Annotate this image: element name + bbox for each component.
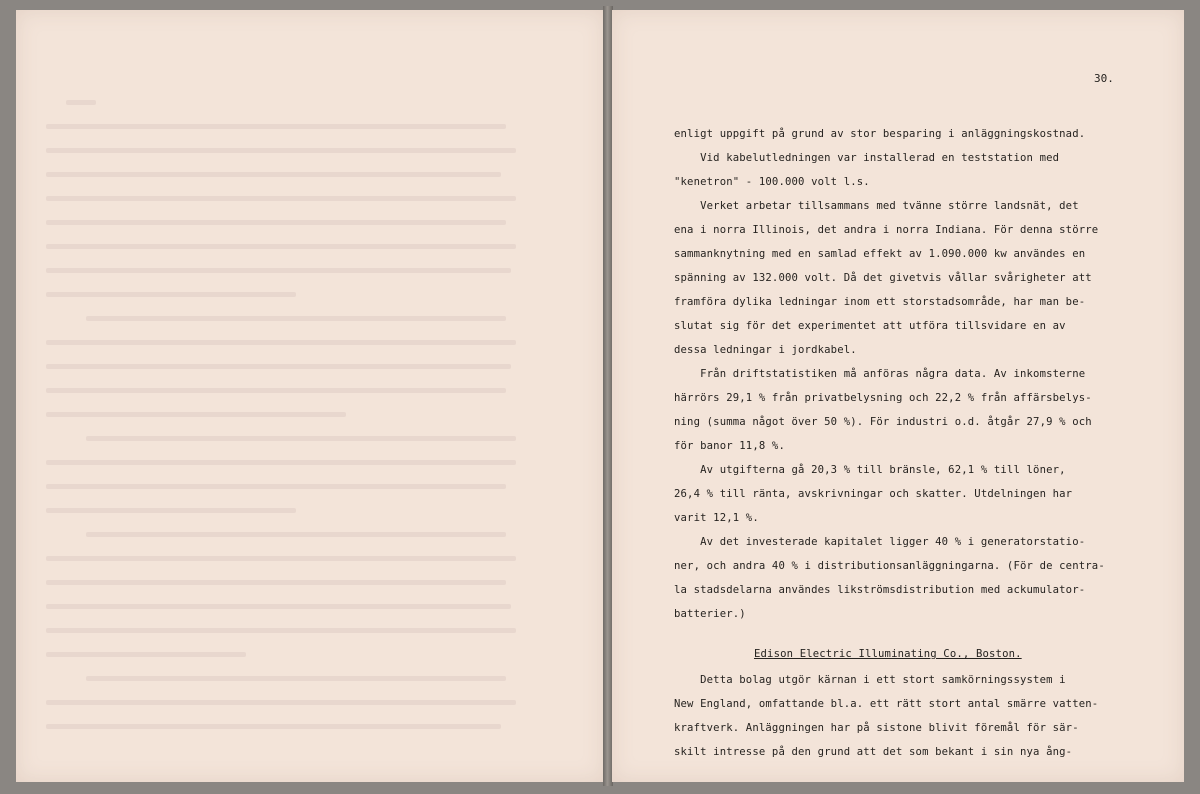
- bleed-line: [46, 460, 516, 465]
- bleed-line: [46, 196, 516, 201]
- right-page: [612, 10, 1184, 782]
- bleed-line: [46, 292, 296, 297]
- text-line: framföra dylika ledningar inom ett storstadsområde, har man be-: [674, 296, 1086, 308]
- bleed-line: [86, 316, 506, 321]
- section-heading: Edison Electric Illuminating Co., Boston.: [754, 648, 1022, 660]
- text-line: la stadsdelarna användes likströmsdistribution med ackumulator-: [674, 584, 1086, 596]
- text-line: kraftverk. Anläggningen har på sistone blivit föremål för sär-: [674, 722, 1079, 734]
- bleed-line: [46, 364, 511, 369]
- text-line: Vid kabelutledningen var installerad en teststation med: [674, 152, 1060, 164]
- bleed-line: [46, 148, 516, 153]
- page-number: 30.: [1094, 72, 1114, 85]
- bleed-line: [46, 508, 296, 513]
- bleed-line: [46, 724, 501, 729]
- text-line: härrörs 29,1 % från privatbelysning och 22,2 % från affärsbelys-: [674, 392, 1092, 404]
- text-line: Av det investerade kapitalet ligger 40 % i generatorstatio-: [674, 536, 1086, 548]
- text-line: slutat sig för det experimentet att utföra tillsvidare en av: [674, 320, 1066, 332]
- text-line: New England, omfattande bl.a. ett rätt stort antal smärre vatten-: [674, 698, 1099, 710]
- left-page: [16, 10, 604, 782]
- text-line: sammanknytning med en samlad effekt av 1.090.000 kw användes en: [674, 248, 1086, 260]
- bleed-line: [46, 628, 516, 633]
- text-line: Av utgifterna gå 20,3 % till bränsle, 62,1 % till löner,: [674, 464, 1066, 476]
- bleed-line: [46, 220, 506, 225]
- text-line: Från driftstatistiken må anföras några data. Av inkomsterne: [674, 368, 1086, 380]
- bleed-line: [46, 172, 501, 177]
- bleed-line: [46, 268, 511, 273]
- bleed-line: [86, 532, 506, 537]
- bleed-line: [46, 604, 511, 609]
- text-line: skilt intresse på den grund att det som bekant i sin nya ång-: [674, 746, 1073, 758]
- text-line: Detta bolag utgör kärnan i ett stort samkörningssystem i: [674, 674, 1066, 686]
- bleed-line: [46, 340, 516, 345]
- bleed-line: [46, 484, 506, 489]
- text-line: spänning av 132.000 volt. Då det givetvis vållar svårigheter att: [674, 272, 1092, 284]
- text-line: Verket arbetar tillsammans med tvänne större landsnät, det: [674, 200, 1079, 212]
- text-line: ning (summa något över 50 %). För industri o.d. åtgår 27,9 % och: [674, 416, 1092, 428]
- text-line: dessa ledningar i jordkabel.: [674, 344, 857, 356]
- text-line: ner, och andra 40 % i distributionsanläggningarna. (För de centra-: [674, 560, 1105, 572]
- text-line: ena i norra Illinois, det andra i norra Indiana. För denna större: [674, 224, 1099, 236]
- bleed-line: [46, 580, 506, 585]
- bleed-line: [46, 388, 506, 393]
- bleed-line: [46, 556, 516, 561]
- bleed-line: [46, 244, 516, 249]
- bleed-line: [46, 412, 346, 417]
- text-line: varit 12,1 %.: [674, 512, 759, 524]
- bleed-line: [66, 100, 96, 105]
- bleed-line: [86, 436, 516, 441]
- text-line: batterier.): [674, 608, 746, 620]
- bleed-line: [46, 652, 246, 657]
- text-line: 26,4 % till ränta, avskrivningar och skatter. Utdelningen har: [674, 488, 1073, 500]
- bleed-line: [46, 124, 506, 129]
- bleed-line: [46, 700, 516, 705]
- text-line: enligt uppgift på grund av stor besparing i anläggningskostnad.: [674, 128, 1086, 140]
- bleed-line: [86, 676, 506, 681]
- text-line: för banor 11,8 %.: [674, 440, 785, 452]
- text-line: "kenetron" - 100.000 volt l.s.: [674, 176, 870, 188]
